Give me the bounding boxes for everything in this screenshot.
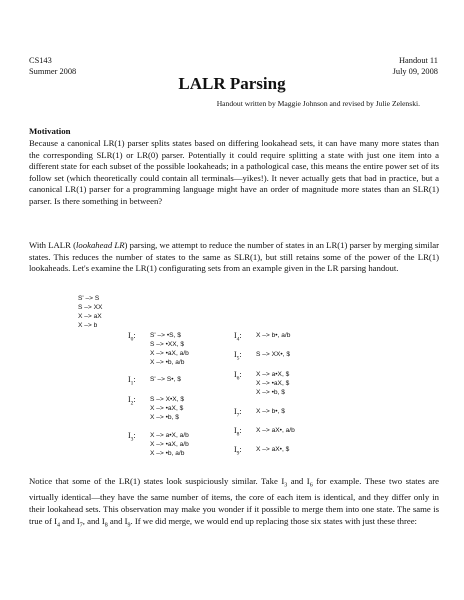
handout-number: Handout 11: [399, 56, 438, 65]
grammar-rule: X –> b: [78, 322, 98, 329]
state-item: S' –> S•, $: [150, 376, 181, 383]
paragraph-lalr-suffix: ) parsing, we attempt to reduce the number of states in an LR(1) parser by merging similar states. This reduces the number of states to the same as SLR(1), but still retains some of the power of the LR(1) lookaheads. Let's examine the LR(1) configurating sets from an example given in the LR parsing handout.: [29, 240, 439, 274]
state-label-i7: $I_7$:: [234, 407, 242, 419]
state-label-i3: $I_3$:: [128, 431, 136, 443]
state-label-i8: $I_8$:: [234, 426, 242, 438]
state-item: X –> aX•, a/b: [256, 427, 295, 434]
state-item: X –> •aX, a/b: [150, 350, 189, 357]
state-label-i6: $I_6$:: [234, 370, 242, 382]
state-item: X –> •b, $: [150, 414, 179, 421]
grammar-rule: S' –> S: [78, 295, 100, 302]
state-label-i0: $I_0$:: [128, 331, 136, 343]
state-item: X –> •b, a/b: [150, 450, 185, 457]
state-item: X –> b•, $: [256, 408, 285, 415]
paragraph-lalr-intro: [29, 240, 439, 275]
state-label-i5: $I_5$:: [234, 350, 242, 362]
state-item: X –> aX•, $: [256, 446, 290, 453]
state-item: S' –> •S, $: [150, 332, 181, 339]
state-label-i4: $I_4$:: [234, 331, 242, 343]
state-item: X –> •aX, a/b: [150, 441, 189, 448]
state-item: X –> •b, a/b: [150, 359, 185, 366]
paragraph-merge: Notice that some of the LR(1) states look suspiciously similar. Take $I_3$ and $I_6$ for example. These two states are virtually identical—they have the same number of items, the core of each item is identical, and they differ only in their lookahead sets. This observation may make you wonder if it possible to merge them into one state. The same is true of $I_4$ and $I_7$, and $I_8$ and $I_9$. If we did merge, we would end up replacing those six states with just these three:: [29, 476, 439, 529]
handout-date: July 09, 2008: [392, 67, 438, 76]
grammar-rule: S –> XX: [78, 304, 103, 311]
state-label-i9: $I_9$:: [234, 445, 242, 457]
state-item: X –> a•X, a/b: [150, 432, 189, 439]
section-heading: Motivation: [29, 126, 71, 136]
paragraph-lalr-prefix: With LALR (: [29, 240, 76, 250]
paragraph-lalr-emphasis: lookahead LR: [75, 240, 125, 250]
paragraph-motivation: Because a canonical LR(1) parser splits states based on differing lookahead sets, it can have many more states than the corresponding SLR(1) or LR(0) parser. Potentially it could require splitting a state with just one item into a different state for each subset of the possible lookaheads; in a pathological case, this means the entire power set of its follow set (which theoretically could contain all terminals—yikes!). It never actually gets that bad in practice, but a canonical LR(1) parser for a programming language might have an order of magnitude more states than an SLR(1) parser. Is there something in between?: [29, 138, 439, 206]
term: Summer 2008: [29, 67, 77, 76]
course-code: CS143: [29, 56, 52, 65]
state-item: X –> •b, $: [256, 389, 285, 396]
state-item: S –> XX•, $: [256, 351, 291, 358]
grammar-rule: X –> aX: [78, 313, 102, 320]
state-item: X –> •aX, $: [150, 405, 184, 412]
state-item: X –> •aX, $: [256, 380, 290, 387]
state-item: S –> X•X, $: [150, 396, 185, 403]
page-title: LALR Parsing: [178, 74, 286, 93]
state-label-i2: $I_2$:: [128, 395, 136, 407]
state-item: X –> a•X, $: [256, 371, 290, 378]
author-credit: Handout written by Maggie Johnson and revised by Julie Zelenski.: [216, 99, 420, 108]
state-item: X –> b•, a/b: [256, 332, 291, 339]
state-item: S –> •XX, $: [150, 341, 185, 348]
state-label-i1: $I_1$:: [128, 375, 136, 387]
